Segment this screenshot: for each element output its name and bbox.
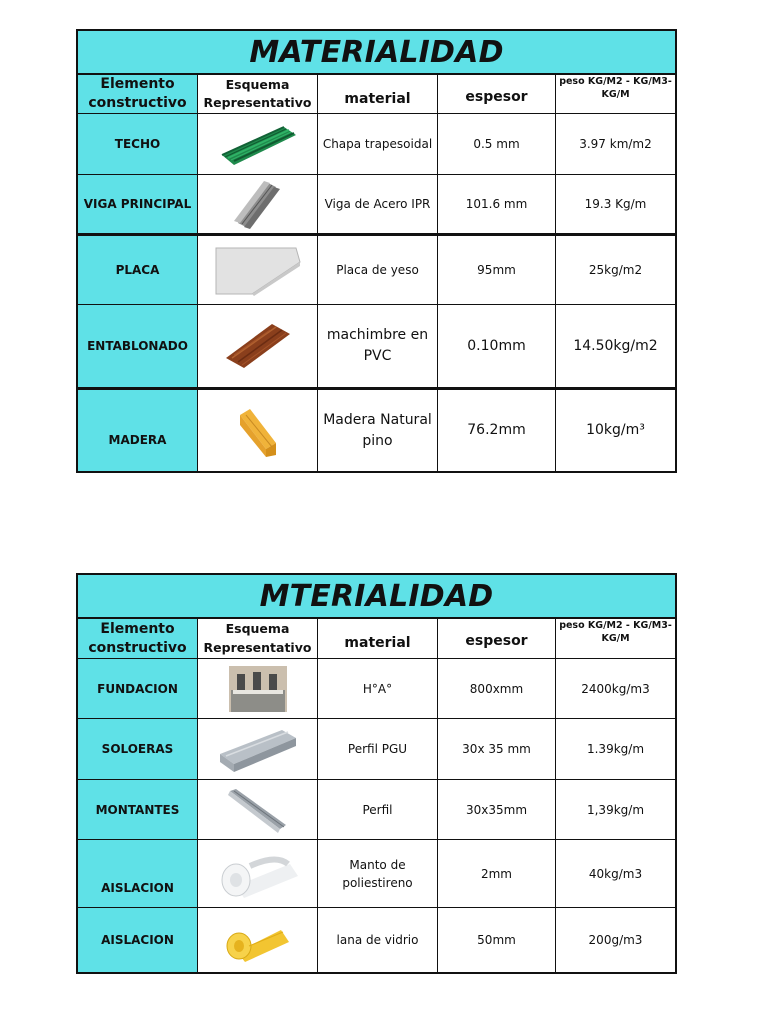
- espesor-cell: 30x 35 mm: [438, 719, 556, 780]
- espesor-cell: 2mm: [438, 840, 556, 908]
- row-label: VIGA PRINCIPAL: [78, 175, 198, 236]
- material-cell: Perfil: [318, 780, 438, 840]
- row-label: MONTANTES: [78, 780, 198, 840]
- corrugated-roof-sheet-icon: [198, 114, 318, 175]
- espesor-cell: 0.10mm: [438, 305, 556, 390]
- table-title: MATERIALIDAD: [78, 31, 675, 75]
- material-cell: machimbre en PVC: [318, 305, 438, 390]
- espesor-cell: 95mm: [438, 236, 556, 305]
- espesor-cell: 30x35mm: [438, 780, 556, 840]
- peso-cell: 200g/m3: [588, 933, 643, 947]
- materialidad-table-2: [76, 573, 677, 974]
- material-cell: Manto de poliestireno: [318, 840, 438, 908]
- gypsum-board-icon: [198, 236, 318, 305]
- pgu-profile-icon: [198, 719, 318, 780]
- espesor-cell: 76.2mm: [438, 390, 556, 471]
- header-espesor: espesor: [438, 619, 556, 659]
- peso-cell: 40kg/m3: [556, 840, 675, 908]
- header-peso: peso KG/M2 - KG/M3- KG/M: [556, 619, 675, 659]
- header-material: material: [318, 619, 438, 659]
- espesor-cell: 800xmm: [438, 659, 556, 719]
- espesor-cell: 50mm: [438, 908, 556, 972]
- material-cell: Perfil PGU: [318, 719, 438, 780]
- espesor-cell: 101.6 mm: [438, 175, 556, 236]
- header-elemento: Elemento constructivo: [78, 75, 198, 114]
- header-material: material: [318, 75, 438, 114]
- row-label: MADERA: [78, 390, 198, 471]
- table-title: MTERIALIDAD: [78, 575, 675, 619]
- material-cell: Viga de Acero IPR: [318, 175, 438, 236]
- material-cell: Placa de yeso: [318, 236, 438, 305]
- metal-stud-icon: [198, 780, 318, 840]
- row-label: TECHO: [78, 114, 198, 175]
- row-label: ENTABLONADO: [78, 305, 198, 390]
- header-espesor: espesor: [438, 75, 556, 114]
- pvc-wood-panel-icon: [198, 305, 318, 390]
- row-label: FUNDACION: [78, 659, 198, 719]
- header-elemento: Elemento constructivo: [78, 619, 198, 659]
- peso-cell: 19.3 Kg/m: [556, 175, 675, 236]
- material-cell: lana de vidrio: [318, 908, 438, 972]
- peso-cell: 14.50kg/m2: [556, 305, 675, 390]
- peso-cell: 1,39kg/m: [556, 780, 675, 840]
- peso-cell: 1.39kg/m: [556, 719, 675, 780]
- row-label: PLACA: [78, 236, 198, 305]
- material-cell: H°A°: [318, 659, 438, 719]
- peso-cell: 3.97 km/m2: [556, 114, 675, 175]
- material-cell: Madera Natural pino: [318, 390, 438, 471]
- header-esquema: Esquema Representativo: [198, 619, 318, 659]
- materialidad-table-1: [76, 29, 677, 473]
- peso-cell: 2400kg/m3: [556, 659, 675, 719]
- row-label: AISLACION: [78, 840, 198, 908]
- peso-cell: 25kg/m2: [556, 236, 675, 305]
- header-peso: peso KG/M2 - KG/M3- KG/M: [556, 75, 675, 114]
- steel-beam-icon: [198, 175, 318, 236]
- polystyrene-roll-icon: [198, 840, 318, 908]
- glass-wool-roll-icon: [198, 908, 318, 972]
- material-cell: Chapa trapesoidal: [318, 114, 438, 175]
- row-label: SOLOERAS: [78, 719, 198, 780]
- row-label: AISLACION: [78, 908, 198, 972]
- peso-cell: 10kg/m³: [586, 422, 645, 438]
- concrete-foundation-icon: [198, 659, 318, 719]
- pine-timber-icon: [198, 390, 318, 471]
- espesor-cell: 0.5 mm: [438, 114, 556, 175]
- header-esquema: Esquema Representativo: [198, 75, 318, 114]
